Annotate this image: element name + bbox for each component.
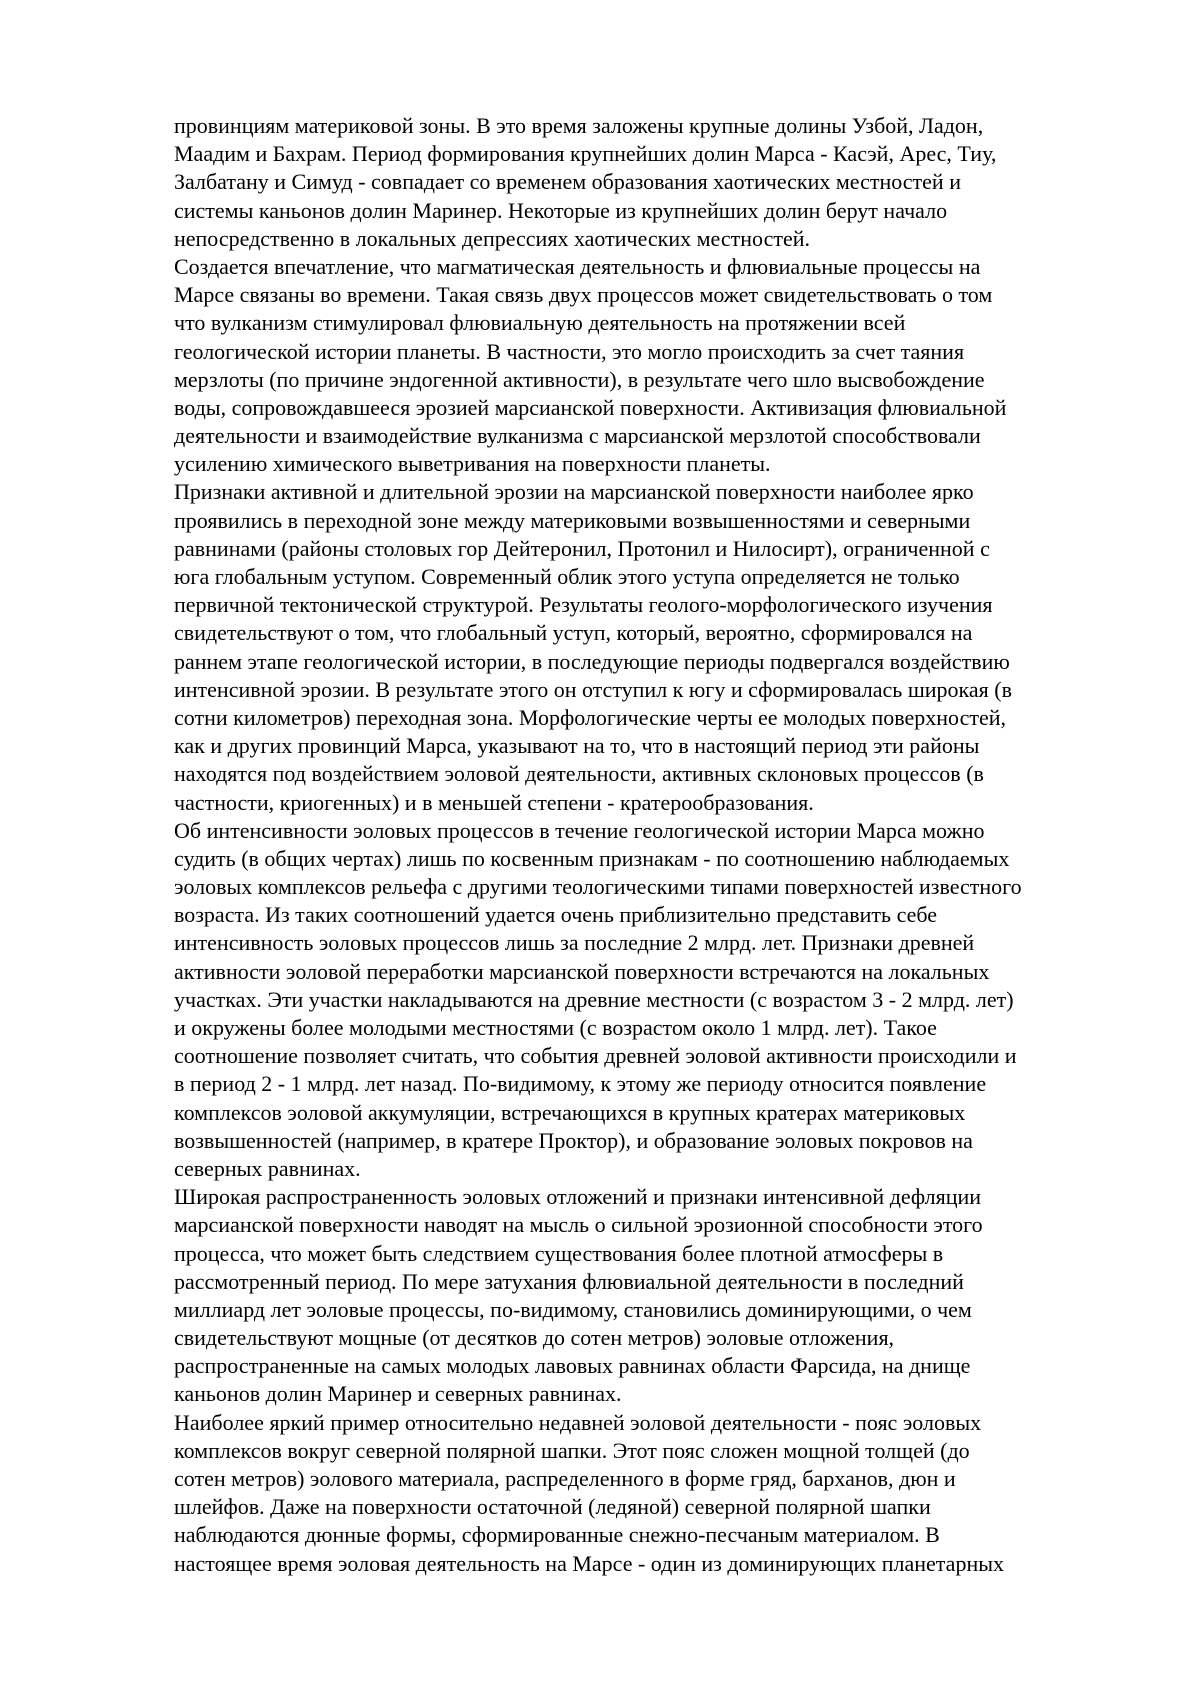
text-line: Об интенсивности эоловых процессов в течение геологической истории Марса можно	[174, 817, 985, 843]
text-line: комплексов эоловой аккумуляции, встречающихся в крупных кратерах материковых	[174, 1099, 966, 1125]
text-line: свидетельствуют о том, что глобальный уступ, который, вероятно, сформировался на	[174, 620, 973, 646]
text-line: усилению химического выветривания на поверхности планеты.	[174, 451, 771, 477]
text-line: комплексов вокруг северной полярной шапки. Этот пояс сложен мощной толщей (до	[174, 1437, 970, 1463]
text-line: Наиболее яркий пример относительно недавней эоловой деятельности - пояс эоловых	[174, 1409, 982, 1435]
text-line: что вулканизм стимулировал флювиальную деятельность на протяжении всей	[174, 310, 906, 336]
text-line: судить (в общих чертах) лишь по косвенным признакам - по соотношению наблюдаемых	[174, 845, 1010, 871]
text-line: рассмотренный период. По мере затухания флювиальной деятельности в последний	[174, 1268, 964, 1294]
text-line: в период 2 - 1 млрд. лет назад. По-видимому, к этому же периоду относится появление	[174, 1071, 987, 1097]
text-line: равнинами (районы столовых гор Дейтеронил, Протонил и Нилосирт), ограниченной с	[174, 535, 990, 561]
text-line: находятся под воздействием эоловой деятельности, активных склоновых процессов (в	[174, 761, 984, 787]
text-line: наблюдаются дюнные формы, сформированные снежно-песчаным материалом. В	[174, 1522, 940, 1548]
text-line: юга глобальным уступом. Современный облик этого уступа определяется не только	[174, 564, 960, 589]
text-line: Признаки активной и длительной эрозии на марсианской поверхности наиболее ярко	[174, 479, 974, 505]
text-line: Марсе связаны во времени. Такая связь двух процессов может свидетельствовать о том	[174, 282, 993, 308]
text-line: сотен метров) эолового материала, распределенного в форме гряд, барханов, дюн и	[174, 1466, 956, 1491]
text-line: Широкая распространенность эоловых отложений и признаки интенсивной дефляции	[174, 1184, 982, 1210]
text-line: деятельности и взаимодействие вулканизма с марсианской мерзлотой способствовали	[174, 423, 981, 449]
text-line: непосредственно в локальных депрессиях хаотических местностей.	[174, 225, 810, 251]
text-line: распространенные на самых молодых лавовых равнинах области Фарсида, на днище	[174, 1353, 971, 1379]
text-line: настоящее время эоловая деятельность на Марсе - один из доминирующих планетарных	[174, 1550, 1004, 1576]
text-line: активности эоловой переработки марсианской поверхности встречаются на локальных	[174, 958, 990, 984]
text-line: интенсивность эоловых процессов лишь за последние 2 млрд. лет. Признаки древней	[174, 930, 975, 956]
text-line: провинциям материковой зоны. В это время заложены крупные долины Узбой, Ладон,	[174, 113, 984, 138]
text-line: сотни километров) переходная зона. Морфологические черты ее молодых поверхностей,	[174, 704, 1007, 730]
text-line: геологической истории планеты. В частности, это могло происходить за счет таяния	[174, 338, 965, 364]
body-text	[174, 112, 1094, 1578]
text-line: каньонов долин Маринер и северных равнинах.	[174, 1381, 622, 1407]
text-line: системы каньонов долин Маринер. Некоторые из крупнейших долин берут начало	[174, 197, 948, 223]
text-line: проявились в переходной зоне между материковыми возвышенностями и северными	[174, 507, 971, 533]
text-line: частности, криогенных) и в меньшей степени - кратерообразования.	[174, 789, 814, 815]
text-line: марсианской поверхности наводят на мысль о сильной эрозионной способности этого	[174, 1212, 983, 1238]
text-line: возраста. Из таких соотношений удается очень приблизительно представить себе	[174, 902, 938, 928]
text-line: Маадим и Бахрам. Период формирования крупнейших долин Марса - Касэй, Арес, Тиу,	[174, 141, 997, 167]
text-line: мерзлоты (по причине эндогенной активности), в результате чего шло высвобождение	[174, 366, 985, 392]
text-line: свидетельствуют мощные (от десятков до сотен метров) эоловые отложения,	[174, 1325, 895, 1351]
text-line: Залбатану и Симуд - совпадает со временем образования хаотических местностей и	[174, 169, 961, 195]
text-line: раннем этапе геологической истории, в последующие периоды подвергался воздействию	[174, 648, 1010, 674]
text-line: миллиард лет эоловые процессы, по-видимому, становились доминирующими, о чем	[174, 1296, 972, 1322]
text-line: интенсивной эрозии. В результате этого он отступил к югу и сформировалась широкая (в	[174, 676, 1013, 702]
text-line: северных равнинах.	[174, 1155, 361, 1181]
text-line: соотношение позволяет считать, что события древней эоловой активности происходили и	[174, 1043, 1017, 1069]
text-line: шлейфов. Даже на поверхности остаточной (ледяной) северной полярной шапки	[174, 1494, 931, 1520]
text-line: Создается впечатление, что магматическая деятельность и флювиальные процессы на	[174, 253, 981, 279]
text-line: эоловых комплексов рельефа с другими теологическими типами поверхностей известного	[174, 874, 1022, 900]
text-line: процесса, что может быть следствием существования более плотной атмосферы в	[174, 1240, 944, 1266]
text-line: и окружены более молодыми местностями (с возрастом около 1 млрд. лет). Такое	[174, 1015, 937, 1040]
text-line: участках. Эти участки накладываются на древние местности (с возрастом 3 - 2 млрд. лет)	[174, 986, 1014, 1012]
text-line: как и других провинций Марса, указывают на то, что в настоящий период эти районы	[174, 733, 980, 759]
text-line: возвышенностей (например, в кратере Проктор), и образование эоловых покровов на	[174, 1127, 973, 1153]
text-line: первичной тектонической структурой. Результаты геолого-морфологического изучения	[174, 592, 993, 618]
text-line: воды, сопровождавшееся эрозией марсианской поверхности. Активизация флювиальной	[174, 394, 1007, 420]
